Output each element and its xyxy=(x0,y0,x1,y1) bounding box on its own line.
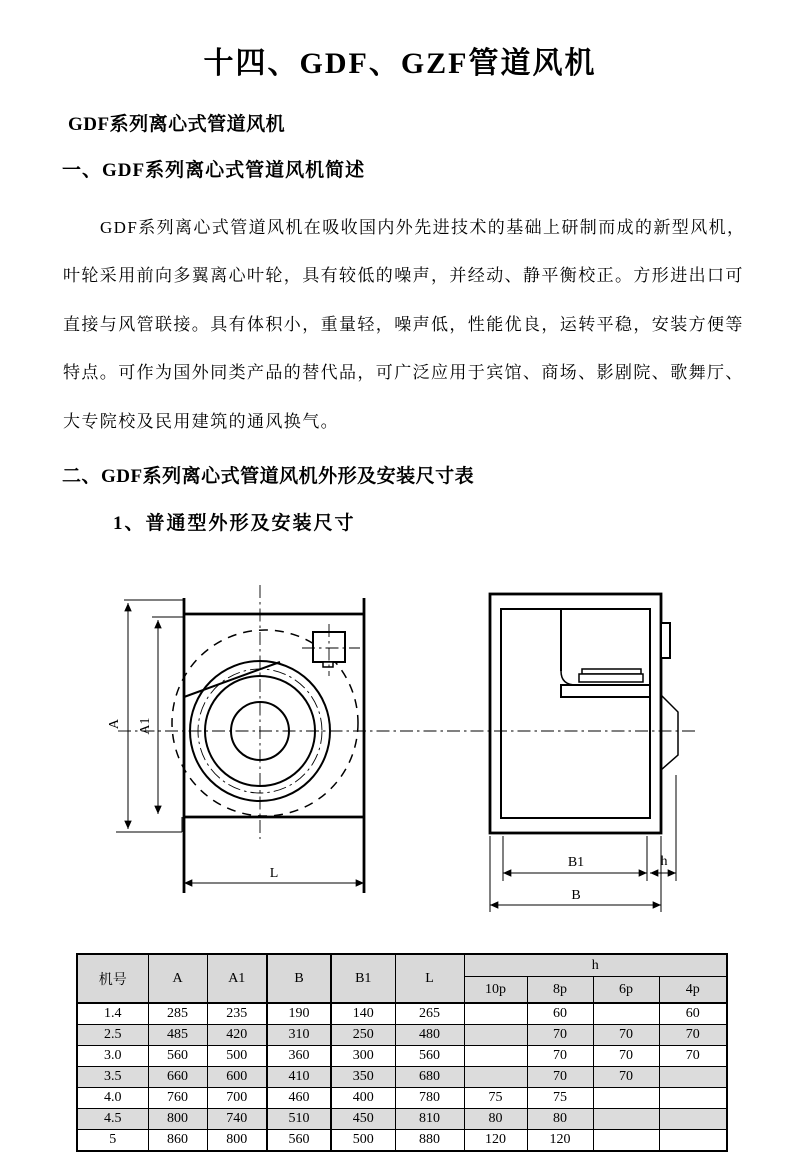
dim-label-A1: A1 xyxy=(138,717,153,735)
paragraph-line: 叶轮采用前向多翼离心叶轮，具有较低的噪声，并经动、静平衡校正。方形进出口可 xyxy=(63,266,744,286)
table-cell: 4.5 xyxy=(77,1109,148,1130)
table-cell xyxy=(593,1130,659,1152)
table-cell: 700 xyxy=(207,1088,267,1109)
front-view-drawing xyxy=(107,585,365,893)
section-2-heading: 二、GDF系列离心式管道风机外形及安装尺寸表 xyxy=(62,466,475,487)
table-cell: 285 xyxy=(148,1003,207,1025)
col-header-A: A xyxy=(148,954,207,1003)
table-cell: 680 xyxy=(395,1067,464,1088)
table-cell: 300 xyxy=(331,1046,395,1067)
table-cell xyxy=(659,1088,727,1109)
series-subtitle: GDF系列离心式管道风机 xyxy=(68,114,286,135)
table-row xyxy=(77,1109,727,1130)
paragraph-line: 大专院校及民用建筑的通风换气。 xyxy=(63,411,339,431)
intro-paragraph xyxy=(63,204,746,446)
motor-block xyxy=(561,669,650,697)
col-header-h-group: h xyxy=(464,954,727,977)
table-cell: 510 xyxy=(267,1109,331,1130)
table-cell xyxy=(593,1088,659,1109)
table-cell: 235 xyxy=(207,1003,267,1025)
dim-label-A: A xyxy=(107,718,122,730)
table-cell: 120 xyxy=(464,1130,527,1152)
paragraph-line: 特点。可作为国外同类产品的替代品，可广泛应用于宾馆、商场、影剧院、歌舞厅、 xyxy=(63,363,744,383)
paragraph-line: 直接与风管联接。具有体积小，重量轻，噪声低，性能优良，运转平稳，安装方便等 xyxy=(63,314,744,334)
table-cell xyxy=(464,1003,527,1025)
table-cell: 360 xyxy=(267,1046,331,1067)
section-1-heading: 一、GDF系列离心式管道风机简述 xyxy=(62,160,366,181)
table-cell: 480 xyxy=(395,1025,464,1046)
table-cell: 265 xyxy=(395,1003,464,1025)
table-cell xyxy=(464,1067,527,1088)
dim-label-L: L xyxy=(269,866,279,881)
dimension-A xyxy=(107,600,184,832)
table-row xyxy=(77,1003,727,1025)
table-cell: 500 xyxy=(207,1046,267,1067)
col-header-B: B xyxy=(267,954,331,1003)
dim-label-B1: B1 xyxy=(567,855,585,870)
table-row xyxy=(77,1088,727,1109)
table-cell xyxy=(659,1109,727,1130)
table-row xyxy=(77,1046,727,1067)
table-cell xyxy=(593,1109,659,1130)
table-cell: 560 xyxy=(148,1046,207,1067)
col-header-10p: 10p xyxy=(464,977,527,1004)
col-header-B1: B1 xyxy=(331,954,395,1003)
table-cell: 450 xyxy=(331,1109,395,1130)
table-cell: 740 xyxy=(207,1109,267,1130)
table-cell xyxy=(593,1003,659,1025)
table-cell: 560 xyxy=(395,1046,464,1067)
shaft-guard-protrusion xyxy=(661,695,678,770)
table-cell: 1.4 xyxy=(77,1003,148,1025)
table-cell: 800 xyxy=(148,1109,207,1130)
page-title: 十四、GDF、GZF管道风机 xyxy=(203,47,597,80)
col-header-4p: 4p xyxy=(659,977,727,1004)
table-header xyxy=(77,954,727,1003)
col-header-machine-no: 机号 xyxy=(77,954,148,1003)
table-cell: 500 xyxy=(331,1130,395,1152)
table-cell: 485 xyxy=(148,1025,207,1046)
table-cell: 80 xyxy=(527,1109,593,1130)
col-header-A1: A1 xyxy=(207,954,267,1003)
paragraph-line: GDF系列离心式管道风机在吸收国内外先进技术的基础上研制而成的新型风机， xyxy=(100,218,746,237)
table-cell: 5 xyxy=(77,1130,148,1152)
table-cell xyxy=(659,1130,727,1152)
table-cell: 810 xyxy=(395,1109,464,1130)
table-cell: 70 xyxy=(527,1067,593,1088)
table-cell: 60 xyxy=(659,1003,727,1025)
table-cell: 4.0 xyxy=(77,1088,148,1109)
table-cell: 70 xyxy=(593,1046,659,1067)
dimension-B xyxy=(490,836,661,912)
table-cell: 75 xyxy=(464,1088,527,1109)
table-cell: 860 xyxy=(148,1130,207,1152)
table-cell: 70 xyxy=(593,1067,659,1088)
table-cell xyxy=(464,1025,527,1046)
table-row xyxy=(77,1130,727,1152)
motor-junction-box xyxy=(302,624,360,676)
table-cell: 460 xyxy=(267,1088,331,1109)
table-cell: 190 xyxy=(267,1003,331,1025)
size-table-body xyxy=(77,1003,727,1151)
side-flange-tab xyxy=(661,623,670,658)
table-cell: 560 xyxy=(267,1130,331,1152)
table-row xyxy=(77,1067,727,1088)
dimension-table xyxy=(76,953,728,1152)
table-cell: 780 xyxy=(395,1088,464,1109)
dimension-A1 xyxy=(138,617,184,814)
table-cell: 3.5 xyxy=(77,1067,148,1088)
table-cell: 420 xyxy=(207,1025,267,1046)
table-cell: 250 xyxy=(331,1025,395,1046)
subsection-heading: 1、普通型外形及安装尺寸 xyxy=(113,513,356,534)
table-cell: 75 xyxy=(527,1088,593,1109)
table-cell: 2.5 xyxy=(77,1025,148,1046)
side-view-drawing xyxy=(490,594,678,912)
table-cell: 70 xyxy=(593,1025,659,1046)
table-cell: 70 xyxy=(659,1025,727,1046)
dimension-drawings xyxy=(90,575,750,920)
table-cell: 400 xyxy=(331,1088,395,1109)
table-cell: 80 xyxy=(464,1109,527,1130)
table-cell: 70 xyxy=(527,1046,593,1067)
dimension-L xyxy=(184,866,364,883)
dimension-h xyxy=(650,775,676,881)
table-cell: 70 xyxy=(527,1025,593,1046)
table-cell: 760 xyxy=(148,1088,207,1109)
table-cell xyxy=(464,1046,527,1067)
table-row xyxy=(77,1025,727,1046)
dim-label-B: B xyxy=(571,888,581,903)
table-cell: 70 xyxy=(659,1046,727,1067)
col-header-6p: 6p xyxy=(593,977,659,1004)
dim-label-h: h xyxy=(660,854,668,869)
table-cell: 350 xyxy=(331,1067,395,1088)
table-cell: 800 xyxy=(207,1130,267,1152)
table-cell: 120 xyxy=(527,1130,593,1152)
table-cell: 660 xyxy=(148,1067,207,1088)
table-cell xyxy=(659,1067,727,1088)
col-header-8p: 8p xyxy=(527,977,593,1004)
table-cell: 60 xyxy=(527,1003,593,1025)
table-cell: 140 xyxy=(331,1003,395,1025)
table-cell: 310 xyxy=(267,1025,331,1046)
table-cell: 410 xyxy=(267,1067,331,1088)
col-header-L: L xyxy=(395,954,464,1003)
table-cell: 600 xyxy=(207,1067,267,1088)
table-cell: 880 xyxy=(395,1130,464,1152)
table-cell: 3.0 xyxy=(77,1046,148,1067)
dimension-B1 xyxy=(503,836,647,881)
